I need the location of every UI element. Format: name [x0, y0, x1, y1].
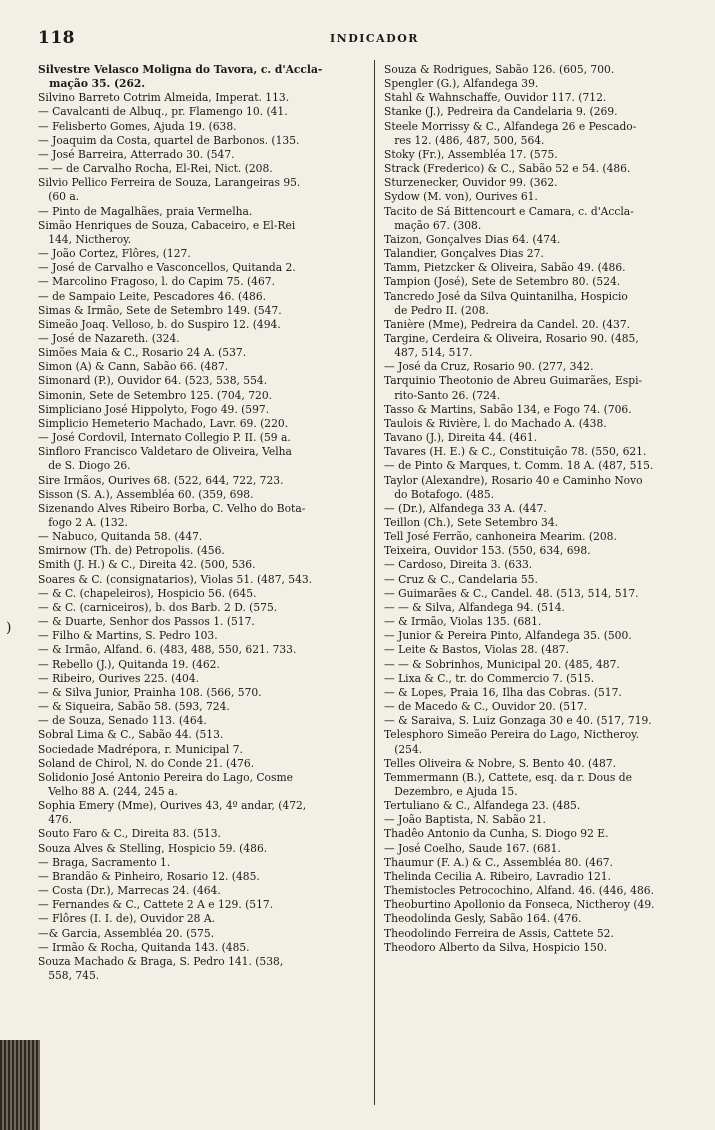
- left-column-entry: — Ribeiro, Ourives 225. (404.: [38, 671, 200, 685]
- left-column-entry: — Costa (Dr.), Marrecas 24. (464.: [38, 884, 221, 898]
- left-column-entry: — José Cordovil, Internato Collegio P. II. (59 a.: [38, 431, 291, 445]
- right-column-entry: Steele Morrissy & C., Alfandega 26 e Pescado-: [384, 119, 637, 133]
- left-column-entry: Simplicio Hemeterio Machado, Lavr. 69. (220.: [38, 416, 289, 430]
- right-column-entry: Theodoro Alberto da Silva, Hospicio 150.: [384, 940, 608, 954]
- right-column-entry: Strack (Frederico) & C., Sabão 52 e 54. (486.: [384, 162, 631, 176]
- column-divider: [374, 60, 375, 1105]
- right-column-entry: Telles Oliveira & Nobre, S. Bento 40. (487.: [384, 756, 616, 770]
- left-column-entry: mação 35. (262.: [38, 77, 146, 91]
- right-column-entry: Targine, Cerdeira & Oliveira, Rosario 90. (485,: [384, 331, 639, 345]
- right-column-entry: Dezembro, e Ajuda 15.: [384, 784, 518, 798]
- right-column-entry: Sydow (M. von), Ourives 61.: [384, 190, 538, 204]
- left-column-entry: 144, Nictheroy.: [38, 232, 132, 246]
- left-column-entry: Simão Henriques de Souza, Cabaceiro, e El-Rei: [38, 218, 296, 232]
- right-column-entry: Tarquinio Theotonio de Abreu Guimarães, Espi-: [384, 374, 643, 388]
- left-column-entry: Sizenando Alves Ribeiro Borba, C. Velho do Bota-: [38, 501, 306, 515]
- left-column-entry: — & Irmão, Alfand. 6. (483, 488, 550, 621. 733.: [38, 643, 297, 657]
- right-column-entry: — João Baptista, N. Sabão 21.: [384, 813, 546, 827]
- left-column-entry: — Joaquim da Costa, quartel de Barbonos. (135.: [38, 133, 300, 147]
- right-column-entry: Tamm, Pietzcker & Oliveira, Sabão 49. (486.: [384, 261, 626, 275]
- left-column-entry: — Felisberto Gomes, Ajuda 19. (638.: [38, 119, 237, 133]
- right-column-entry: Themistocles Petrocochino, Alfand. 46. (446, 486.: [384, 884, 654, 898]
- left-column-entry: Soares & C. (consignatarios), Violas 51. (487, 543.: [38, 572, 313, 586]
- right-column-entry: res 12. (486, 487, 500, 564.: [384, 133, 545, 147]
- left-column-entry: Sire Irmãos, Ourives 68. (522, 644, 722, 723.: [38, 473, 284, 487]
- left-column-entry: Simon (A) & Cann, Sabão 66. (487.: [38, 360, 229, 374]
- right-column-entry: Thadêo Antonio da Cunha, S. Diogo 92 E.: [384, 827, 609, 841]
- right-column-entry: Thelinda Cecilia A. Ribeiro, Lavradio 121.: [384, 869, 611, 883]
- right-column-entry: Theoburtino Apollonio da Fonseca, Nictheroy (49.: [384, 898, 655, 912]
- right-column-entry: Teillon (Ch.), Sete Setembro 34.: [384, 516, 559, 529]
- left-column-entry: — Braga, Sacramento 1.: [38, 855, 171, 869]
- left-column-entry: Simpliciano José Hippolyto, Fogo 49. (597.: [38, 402, 270, 416]
- left-column-entry: Sociedade Madrépora, r. Municipal 7.: [38, 742, 243, 756]
- left-column-entry: —& Garcia, Assembléa 20. (575.: [38, 926, 215, 940]
- left-column-entry: Sisson (S. A.), Assembléa 60. (359, 698.: [38, 487, 254, 501]
- right-column-entry: Stoky (Fr.), Assembléa 17. (575.: [384, 147, 558, 161]
- right-column-entry: — Cruz & C., Candelaria 55.: [384, 572, 538, 586]
- left-column-entry: fogo 2 A. (132.: [38, 516, 128, 529]
- right-column-entry: do Botafogo. (485.: [384, 487, 495, 501]
- right-column-entry: Tavano (J.), Direita 44. (461.: [384, 431, 538, 445]
- right-column-entry: Taulois & Rivière, l. do Machado A. (438.: [384, 416, 607, 430]
- left-column-entry: Sinfloro Francisco Valdetaro de Oliveira, Velha: [38, 445, 292, 459]
- right-column-entry: — Leite & Bastos, Violas 28. (487.: [384, 643, 569, 657]
- left-column-entry: Smith (J. H.) & C., Direita 42. (500, 536.: [38, 558, 256, 572]
- page-number: 118: [38, 28, 75, 48]
- right-column-entry: — Guimarães & C., Candel. 48. (513, 514, 517.: [384, 586, 639, 600]
- page-title: INDICADOR: [330, 32, 419, 45]
- left-column-entry: Simonin, Sete de Setembro 125. (704, 720.: [38, 388, 273, 402]
- left-column-entry: Simeão Joaq. Velloso, b. do Suspiro 12. (494.: [38, 317, 281, 331]
- left-column-entry: Soland de Chirol, N. do Conde 21. (476.: [38, 756, 255, 770]
- left-column-entry: 558, 745.: [38, 969, 100, 982]
- right-column-entry: rito-Santo 26. (724.: [384, 388, 501, 402]
- right-column: [384, 63, 710, 955]
- left-column-entry: — Rebello (J.), Quitanda 19. (462.: [38, 657, 220, 671]
- right-column-entry: Tasso & Martins, Sabão 134, e Fogo 74. (706.: [384, 402, 632, 416]
- left-column-entry: Silvio Pellico Ferreira de Souza, Larangeiras 95.: [38, 176, 301, 190]
- right-column-entry: Tacito de Sá Bittencourt e Camara, c. d'Accla-: [384, 204, 634, 218]
- right-column-entry: Theodolindo Ferreira de Assis, Cattete 52.: [384, 926, 614, 940]
- page-header: [0, 28, 715, 50]
- left-column-entry: Simões Maia & C., Rosario 24 A. (537.: [38, 346, 247, 360]
- right-column-entry: — Junior & Pereira Pinto, Alfandega 35. (500.: [384, 629, 632, 643]
- left-column-entry: Souto Faro & C., Direita 83. (513.: [38, 827, 221, 841]
- left-column-entry: — & Duarte, Senhor dos Passos 1. (517.: [38, 615, 255, 629]
- left-column-entry: — João Cortez, Flôres, (127.: [38, 247, 191, 261]
- right-column-entry: Spengler (G.), Alfandega 39.: [384, 77, 539, 91]
- right-column-entry: — — & Sobrinhos, Municipal 20. (485, 487.: [384, 657, 620, 671]
- right-column-entry: Teixeira, Ouvidor 153. (550, 634, 698.: [384, 544, 591, 558]
- left-column-entry: — de Souza, Senado 113. (464.: [38, 714, 207, 728]
- left-column-entry: Velho 88 A. (244, 245 a.: [38, 784, 178, 798]
- right-column-entry: Thaumur (F. A.) & C., Assembléa 80. (467.: [384, 855, 613, 869]
- right-column-entry: Tertuliano & C., Alfandega 23. (485.: [384, 799, 581, 813]
- right-column-entry: Tancredo José da Silva Quintanilha, Hospicio: [384, 289, 628, 303]
- right-column-entry: — & Lopes, Praia 16, Ilha das Cobras. (517.: [384, 685, 622, 699]
- left-column-entry: (60 a.: [38, 190, 80, 204]
- left-column-entry: Souza Machado & Braga, S. Pedro 141. (538,: [38, 954, 284, 968]
- right-column-entry: Taylor (Alexandre), Rosario 40 e Caminho Novo: [384, 473, 643, 487]
- right-column-entry: Tavares (H. E.) & C., Constituição 78. (550, 621.: [384, 445, 647, 459]
- right-column-entry: (254.: [384, 742, 423, 756]
- left-column-entry: — & Siqueira, Sabão 58. (593, 724.: [38, 700, 230, 714]
- right-column-entry: Tanière (Mme), Pedreira da Candel. 20. (437.: [384, 317, 631, 331]
- right-column-entry: — Cardoso, Direita 3. (633.: [384, 558, 533, 572]
- left-column-entry: — Cavalcanti de Albuq., pr. Flamengo 10. (41.: [38, 105, 288, 119]
- right-column-entry: — Lixa & C., tr. do Commercio 7. (515.: [384, 671, 595, 685]
- right-column-entry: Telesphoro Simeão Pereira do Lago, Nictheroy.: [384, 728, 640, 742]
- left-column: [38, 63, 368, 983]
- left-column-entry: Sophia Emery (Mme), Ourives 43, 4º andar, (472,: [38, 799, 307, 813]
- left-column-entry: Silvino Barreto Cotrim Almeida, Imperat. 113.: [38, 91, 290, 105]
- left-column-entry: — Brandão & Pinheiro, Rosario 12. (485.: [38, 869, 260, 883]
- right-column-entry: Talandier, Gonçalves Dias 27.: [384, 247, 544, 261]
- right-column-entry: — José da Cruz, Rosario 90. (277, 342.: [384, 360, 594, 374]
- binding-edge: [0, 1040, 40, 1130]
- left-column-entry: — Pinto de Magalhães, praia Vermelha.: [38, 204, 253, 218]
- right-column-entry: Temmermann (B.), Cattete, esq. da r. Dous de: [384, 770, 632, 784]
- left-column-entry: — Fernandes & C., Cattete 2 A e 129. (517.: [38, 898, 274, 912]
- left-column-entry: 476.: [38, 813, 72, 827]
- right-column-entry: — de Macedo & C., Ouvidor 20. (517.: [384, 700, 588, 714]
- right-column-entry: — & Saraiva, S. Luiz Gonzaga 30 e 40. (517, 719.: [384, 714, 652, 728]
- left-column-entry: — José de Carvalho e Vasconcellos, Quitanda 2.: [38, 261, 296, 275]
- left-column-entry: de S. Diogo 26.: [38, 459, 131, 473]
- left-column-entry: — Flôres (I. I. de), Ouvidor 28 A.: [38, 912, 215, 926]
- right-column-entry: Tell José Ferrão, canhoneira Mearim. (208.: [384, 530, 617, 544]
- right-column-entry: Stanke (J.), Pedreira da Candelaria 9. (269.: [384, 105, 618, 119]
- left-column-entry: — — de Carvalho Rocha, El-Rei, Nict. (208.: [38, 162, 273, 176]
- right-column-entry: 487, 514, 517.: [384, 346, 473, 360]
- left-column-entry: — & Silva Junior, Prainha 108. (566, 570.: [38, 685, 262, 699]
- left-column-entry: — Irmão & Rocha, Quitanda 143. (485.: [38, 940, 250, 954]
- left-column-entry: — de Sampaio Leite, Pescadores 46. (486.: [38, 289, 267, 303]
- left-column-entry: — José Barreira, Atterrado 30. (547.: [38, 147, 235, 161]
- left-column-entry: — José de Nazareth. (324.: [38, 331, 180, 345]
- right-column-entry: Tampion (José), Sete de Setembro 80. (524.: [384, 275, 621, 289]
- right-column-entry: Theodolinda Gesly, Sabão 164. (476.: [384, 912, 582, 926]
- margin-mark: ): [6, 620, 12, 636]
- left-column-entry: Silvestre Velasco Moligna do Tavora, c. d'Accla-: [38, 63, 323, 76]
- right-column-entry: mação 67. (308.: [384, 218, 482, 232]
- left-column-entry: Smirnow (Th. de) Petropolis. (456.: [38, 544, 225, 558]
- right-column-entry: — José Coelho, Saude 167. (681.: [384, 841, 561, 855]
- right-column-entry: — (Dr.), Alfandega 33 A. (447.: [384, 501, 547, 515]
- left-column-entry: Sobral Lima & C., Sabão 44. (513.: [38, 728, 224, 742]
- right-column-entry: Souza & Rodrigues, Sabão 126. (605, 700.: [384, 63, 615, 76]
- right-column-entry: Taizon, Gonçalves Dias 64. (474.: [384, 232, 561, 246]
- left-column-entry: Simas & Irmão, Sete de Setembro 149. (547.: [38, 303, 282, 317]
- left-column-entry: Solidonio José Antonio Pereira do Lago, Cosme: [38, 770, 293, 784]
- right-column-entry: — & Irmão, Violas 135. (681.: [384, 615, 542, 629]
- right-column-entry: — — & Silva, Alfandega 94. (514.: [384, 600, 565, 614]
- left-column-entry: — & C. (chapeleiros), Hospicio 56. (645.: [38, 586, 257, 600]
- left-column-entry: — Filho & Martins, S. Pedro 103.: [38, 629, 218, 643]
- left-column-entry: — Marcolino Fragoso, l. do Capim 75. (467.: [38, 275, 275, 289]
- right-column-entry: de Pedro II. (208.: [384, 303, 489, 317]
- right-column-entry: Stahl & Wahnschaffe, Ouvidor 117. (712.: [384, 91, 607, 105]
- left-column-entry: — & C. (carniceiros), b. dos Barb. 2 D. (575.: [38, 600, 278, 614]
- right-column-entry: Sturzenecker, Ouvidor 99. (362.: [384, 176, 558, 190]
- left-column-entry: Souza Alves & Stelling, Hospicio 59. (486.: [38, 841, 268, 855]
- left-column-entry: — Nabuco, Quitanda 58. (447.: [38, 530, 203, 544]
- right-column-entry: — de Pinto & Marques, t. Comm. 18 A. (487, 515.: [384, 459, 654, 473]
- left-column-entry: Simonard (P.), Ouvidor 64. (523, 538, 554.: [38, 374, 268, 388]
